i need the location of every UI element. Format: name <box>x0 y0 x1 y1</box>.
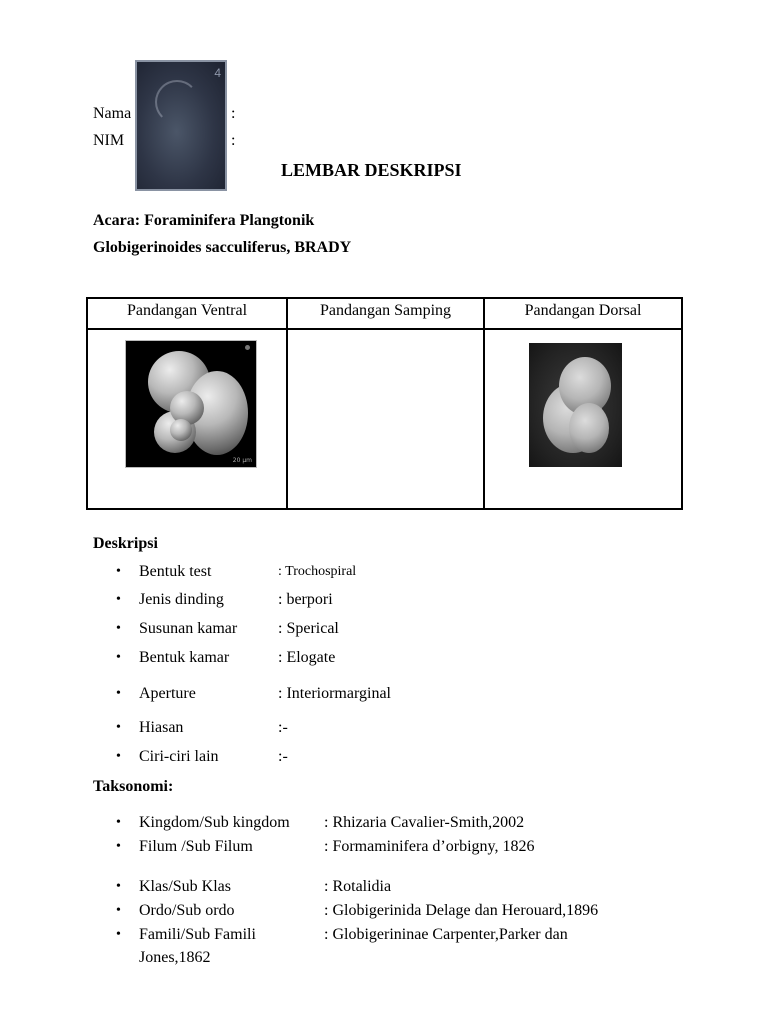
item-label: Bentuk kamar <box>139 649 230 666</box>
bullet: • <box>116 839 121 854</box>
bullet: • <box>116 564 121 579</box>
item-label: Ciri-ciri lain <box>139 748 219 765</box>
item-value: : Globigerininae Carpenter,Parker dan <box>324 926 568 943</box>
nama-colon: : <box>231 105 236 122</box>
item-value: : Globigerinida Delage dan Herouard,1896 <box>324 902 599 919</box>
item-label: Hiasan <box>139 719 184 736</box>
page-title: LEMBAR DESKRIPSI <box>281 160 462 180</box>
nim-label: NIM <box>93 132 125 149</box>
item-value: :- <box>278 748 288 765</box>
item-label: Susunan kamar <box>139 620 238 637</box>
bullet: • <box>116 749 121 764</box>
swirl-shape <box>155 80 199 124</box>
item-value: : Interiormarginal <box>278 685 391 702</box>
item-value: : berpori <box>278 591 333 608</box>
bullet: • <box>116 592 121 607</box>
photo-number: 4 <box>214 66 221 80</box>
item-value: : Sperical <box>278 620 339 637</box>
item-label: Bentuk test <box>139 563 212 580</box>
chamber-shape <box>170 419 192 441</box>
table-header-samping: Pandangan Samping <box>319 302 452 319</box>
chamber-shape <box>569 403 609 453</box>
item-label: Kingdom/Sub kingdom <box>139 814 290 831</box>
item-label: Famili/Sub Famili <box>139 926 256 943</box>
item-value: : Elogate <box>278 649 336 666</box>
nama-label: Nama <box>93 105 132 122</box>
item-label: Filum /Sub Filum <box>139 838 253 855</box>
nim-colon: : <box>231 132 236 149</box>
bullet: • <box>116 720 121 735</box>
item-value: : Trochospiral <box>278 564 357 579</box>
bullet: • <box>116 879 121 894</box>
bullet: • <box>116 927 121 942</box>
bullet: • <box>116 650 121 665</box>
item-label: Jenis dinding <box>139 591 224 608</box>
item-continuation: Jones,1862 <box>139 949 211 966</box>
item-value: : Formaminifera d’orbigny, 1826 <box>324 838 535 855</box>
table-header-ventral: Pandangan Ventral <box>126 302 248 319</box>
dorsal-view-image <box>529 343 622 467</box>
item-value: : Rhizaria Cavalier-Smith,2002 <box>324 814 525 831</box>
item-value: :- <box>278 719 288 736</box>
deskripsi-heading: Deskripsi <box>93 535 158 552</box>
table-column-divider <box>286 299 288 508</box>
image-marker-dot <box>245 345 250 350</box>
specimen-photo-thumbnail <box>135 60 227 191</box>
table-header-dorsal: Pandangan Dorsal <box>524 302 642 319</box>
item-value: : Rotalidia <box>324 878 392 895</box>
bullet: • <box>116 686 121 701</box>
bullet: • <box>116 815 121 830</box>
taksonomi-heading: Taksonomi: <box>93 778 174 795</box>
item-label: Aperture <box>139 685 196 702</box>
table-header-divider <box>88 328 681 330</box>
item-label: Klas/Sub Klas <box>139 878 231 895</box>
bullet: • <box>116 903 121 918</box>
item-label: Ordo/Sub ordo <box>139 902 235 919</box>
bullet: • <box>116 621 121 636</box>
table-column-divider <box>483 299 485 508</box>
scale-label: 20 µm <box>232 457 252 464</box>
species-name: Globigerinoides sacculiferus, BRADY <box>93 239 352 256</box>
acara-heading: Acara: Foraminifera Plangtonik <box>93 212 315 229</box>
ventral-view-image <box>125 340 257 468</box>
